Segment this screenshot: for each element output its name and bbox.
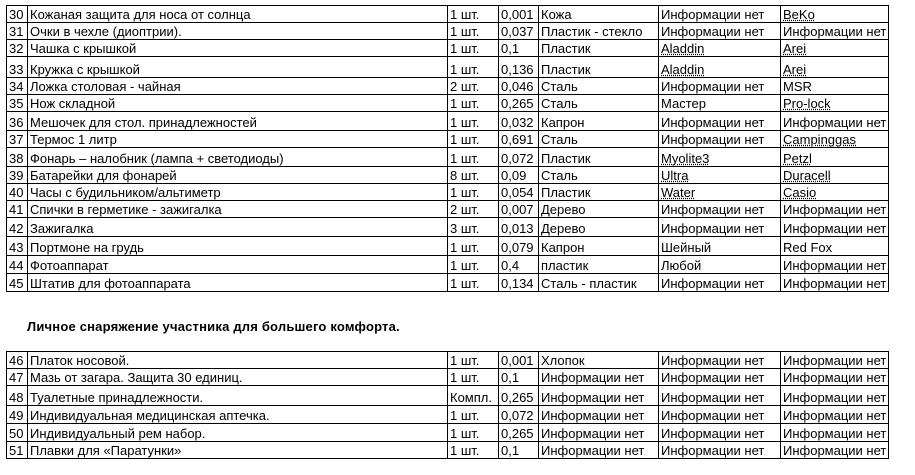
row-number-cell: 49 — [7, 406, 28, 424]
item-name-cell: Часы с будильником/альтиметр — [28, 184, 448, 201]
model-cell: Информации нет — [659, 352, 781, 369]
quantity-cell: 1 шт. — [448, 40, 499, 57]
quantity-cell: 1 шт. — [448, 131, 499, 148]
model-cell: Информации нет — [659, 6, 781, 23]
item-name-cell: Мешочек для стол. принадлежностей — [28, 112, 448, 131]
weight-cell: 0,001 — [499, 6, 539, 23]
quantity-cell: 1 шт. — [448, 6, 499, 23]
material-cell: Информации нет — [539, 424, 659, 442]
quantity-cell: 1 шт. — [448, 424, 499, 442]
row-number-cell: 30 — [7, 6, 28, 23]
table-row — [7, 131, 889, 148]
brand-cell: MSR — [781, 78, 889, 95]
brand-cell: Red Fox — [781, 237, 889, 256]
table-row — [7, 406, 889, 424]
material-cell: Пластик - стекло — [539, 23, 659, 40]
row-number-cell: 48 — [7, 386, 28, 406]
table-row — [7, 386, 889, 406]
material-cell: Сталь — [539, 95, 659, 112]
model-cell: Aladdin — [659, 57, 781, 78]
row-number-cell: 45 — [7, 274, 28, 292]
brand-cell: Arei — [781, 40, 889, 57]
material-cell: Сталь — [539, 167, 659, 184]
row-number-cell: 31 — [7, 23, 28, 40]
item-name-cell: Нож складной — [28, 95, 448, 112]
row-number-cell: 37 — [7, 131, 28, 148]
weight-cell: 0,037 — [499, 23, 539, 40]
table-row — [7, 40, 889, 57]
row-number-cell: 42 — [7, 218, 28, 237]
table-row — [7, 237, 889, 256]
material-cell: Информации нет — [539, 442, 659, 459]
quantity-cell: 1 шт. — [448, 256, 499, 274]
quantity-cell: 1 шт. — [448, 406, 499, 424]
model-cell: Информации нет — [659, 442, 781, 459]
item-name-cell: Индивидуальная медицинская аптечка. — [28, 406, 448, 424]
brand-cell: Информации нет — [781, 442, 889, 459]
section-heading: Личное снаряжение участника для большего комфорта. — [27, 319, 400, 334]
weight-cell: 0,013 — [499, 218, 539, 237]
brand-cell: Информации нет — [781, 274, 889, 292]
material-cell: Информации нет — [539, 369, 659, 386]
table-row — [7, 78, 889, 95]
row-number-cell: 40 — [7, 184, 28, 201]
weight-cell: 0,072 — [499, 148, 539, 167]
material-cell: Кожа — [539, 6, 659, 23]
model-cell: Информации нет — [659, 218, 781, 237]
quantity-cell: 1 шт. — [448, 352, 499, 369]
table-row — [7, 57, 889, 78]
model-cell: Мастер — [659, 95, 781, 112]
item-name-cell: Зажигалка — [28, 218, 448, 237]
model-cell: Информации нет — [659, 424, 781, 442]
model-cell: Информации нет — [659, 274, 781, 292]
model-cell: Информации нет — [659, 386, 781, 406]
row-number-cell: 43 — [7, 237, 28, 256]
material-cell: Дерево — [539, 218, 659, 237]
brand-cell: Информации нет — [781, 218, 889, 237]
item-name-cell: Фонарь – налобник (лампа + светодиоды) — [28, 148, 448, 167]
quantity-cell: 1 шт. — [448, 369, 499, 386]
brand-cell: Информации нет — [781, 352, 889, 369]
item-name-cell: Кожаная защита для носа от солнца — [28, 6, 448, 23]
material-cell: Информации нет — [539, 406, 659, 424]
table-row — [7, 424, 889, 442]
table-row — [7, 6, 889, 23]
material-cell: Дерево — [539, 201, 659, 218]
comfort-equipment-table — [6, 351, 889, 459]
material-cell: Пластик — [539, 184, 659, 201]
row-number-cell: 41 — [7, 201, 28, 218]
model-cell: Информации нет — [659, 131, 781, 148]
table-row — [7, 218, 889, 237]
weight-cell: 0,265 — [499, 386, 539, 406]
model-cell: Информации нет — [659, 23, 781, 40]
material-cell: Пластик — [539, 57, 659, 78]
material-cell: Информации нет — [539, 386, 659, 406]
quantity-cell: 1 шт. — [448, 95, 499, 112]
item-name-cell: Мазь от загара. Защита 30 единиц. — [28, 369, 448, 386]
brand-cell: Информации нет — [781, 112, 889, 131]
table-row — [7, 256, 889, 274]
row-number-cell: 39 — [7, 167, 28, 184]
row-number-cell: 35 — [7, 95, 28, 112]
table-row — [7, 112, 889, 131]
item-name-cell: Портмоне на грудь — [28, 237, 448, 256]
brand-cell: Casio — [781, 184, 889, 201]
item-name-cell: Индивидуальный рем набор. — [28, 424, 448, 442]
quantity-cell: 1 шт. — [448, 274, 499, 292]
weight-cell: 0,007 — [499, 201, 539, 218]
model-cell: Water — [659, 184, 781, 201]
item-name-cell: Термос 1 литр — [28, 131, 448, 148]
weight-cell: 0,001 — [499, 352, 539, 369]
material-cell: пластик — [539, 256, 659, 274]
quantity-cell: 1 шт. — [448, 148, 499, 167]
model-cell: Aladdin — [659, 40, 781, 57]
quantity-cell: 1 шт. — [448, 237, 499, 256]
brand-cell: Информации нет — [781, 406, 889, 424]
model-cell: Информации нет — [659, 201, 781, 218]
table-row — [7, 184, 889, 201]
model-cell: Информации нет — [659, 112, 781, 131]
table-row — [7, 369, 889, 386]
material-cell: Сталь - пластик — [539, 274, 659, 292]
row-number-cell: 50 — [7, 424, 28, 442]
row-number-cell: 36 — [7, 112, 28, 131]
model-cell: Myolite3 — [659, 148, 781, 167]
row-number-cell: 46 — [7, 352, 28, 369]
quantity-cell: Компл. — [448, 386, 499, 406]
weight-cell: 0,054 — [499, 184, 539, 201]
item-name-cell: Плавки для «Паратунки» — [28, 442, 448, 459]
brand-cell: Информации нет — [781, 369, 889, 386]
brand-cell: Campinggas — [781, 131, 889, 148]
quantity-cell: 2 шт. — [448, 78, 499, 95]
table-row — [7, 352, 889, 369]
row-number-cell: 33 — [7, 57, 28, 78]
brand-cell: Информации нет — [781, 256, 889, 274]
brand-cell: Информации нет — [781, 201, 889, 218]
weight-cell: 0,032 — [499, 112, 539, 131]
table-row — [7, 442, 889, 459]
table-row — [7, 167, 889, 184]
quantity-cell: 8 шт. — [448, 167, 499, 184]
quantity-cell: 1 шт. — [448, 184, 499, 201]
weight-cell: 0,046 — [499, 78, 539, 95]
table-row — [7, 95, 889, 112]
quantity-cell: 3 шт. — [448, 218, 499, 237]
weight-cell: 0,691 — [499, 131, 539, 148]
row-number-cell: 51 — [7, 442, 28, 459]
item-name-cell: Платок носовой. — [28, 352, 448, 369]
table-row — [7, 274, 889, 292]
row-number-cell: 38 — [7, 148, 28, 167]
material-cell: Капрон — [539, 112, 659, 131]
quantity-cell: 1 шт. — [448, 442, 499, 459]
row-number-cell: 34 — [7, 78, 28, 95]
material-cell: Сталь — [539, 78, 659, 95]
brand-cell: Информации нет — [781, 424, 889, 442]
model-cell: Информации нет — [659, 78, 781, 95]
material-cell: Хлопок — [539, 352, 659, 369]
item-name-cell: Чашка с крышкой — [28, 40, 448, 57]
item-name-cell: Штатив для фотоаппарата — [28, 274, 448, 292]
model-cell: Шейный — [659, 237, 781, 256]
model-cell: Информации нет — [659, 406, 781, 424]
item-name-cell: Кружка с крышкой — [28, 57, 448, 78]
table-row — [7, 23, 889, 40]
weight-cell: 0,072 — [499, 406, 539, 424]
brand-cell: Arei — [781, 57, 889, 78]
weight-cell: 0,136 — [499, 57, 539, 78]
brand-cell: BeKo — [781, 6, 889, 23]
item-name-cell: Ложка столовая - чайная — [28, 78, 448, 95]
item-name-cell: Батарейки для фонарей — [28, 167, 448, 184]
item-name-cell: Спички в герметике - зажигалка — [28, 201, 448, 218]
brand-cell: Petzl — [781, 148, 889, 167]
weight-cell: 0,265 — [499, 95, 539, 112]
material-cell: Пластик — [539, 148, 659, 167]
row-number-cell: 44 — [7, 256, 28, 274]
row-number-cell: 47 — [7, 369, 28, 386]
item-name-cell: Фотоаппарат — [28, 256, 448, 274]
item-name-cell: Туалетные принадлежности. — [28, 386, 448, 406]
model-cell: Любой — [659, 256, 781, 274]
quantity-cell: 1 шт. — [448, 57, 499, 78]
model-cell: Информации нет — [659, 369, 781, 386]
material-cell: Капрон — [539, 237, 659, 256]
weight-cell: 0,265 — [499, 424, 539, 442]
weight-cell: 0,1 — [499, 40, 539, 57]
model-cell: Ultra — [659, 167, 781, 184]
weight-cell: 0,1 — [499, 442, 539, 459]
brand-cell: Информации нет — [781, 386, 889, 406]
weight-cell: 0,09 — [499, 167, 539, 184]
material-cell: Пластик — [539, 40, 659, 57]
brand-cell: Duracell — [781, 167, 889, 184]
material-cell: Сталь — [539, 131, 659, 148]
equipment-table — [6, 5, 889, 292]
table-row — [7, 148, 889, 167]
brand-cell: Pro-lock — [781, 95, 889, 112]
weight-cell: 0,134 — [499, 274, 539, 292]
brand-cell: Информации нет — [781, 23, 889, 40]
table-row — [7, 201, 889, 218]
row-number-cell: 32 — [7, 40, 28, 57]
weight-cell: 0,4 — [499, 256, 539, 274]
weight-cell: 0,079 — [499, 237, 539, 256]
quantity-cell: 2 шт. — [448, 201, 499, 218]
quantity-cell: 1 шт. — [448, 112, 499, 131]
quantity-cell: 1 шт. — [448, 23, 499, 40]
weight-cell: 0,1 — [499, 369, 539, 386]
item-name-cell: Очки в чехле (диоптрии). — [28, 23, 448, 40]
